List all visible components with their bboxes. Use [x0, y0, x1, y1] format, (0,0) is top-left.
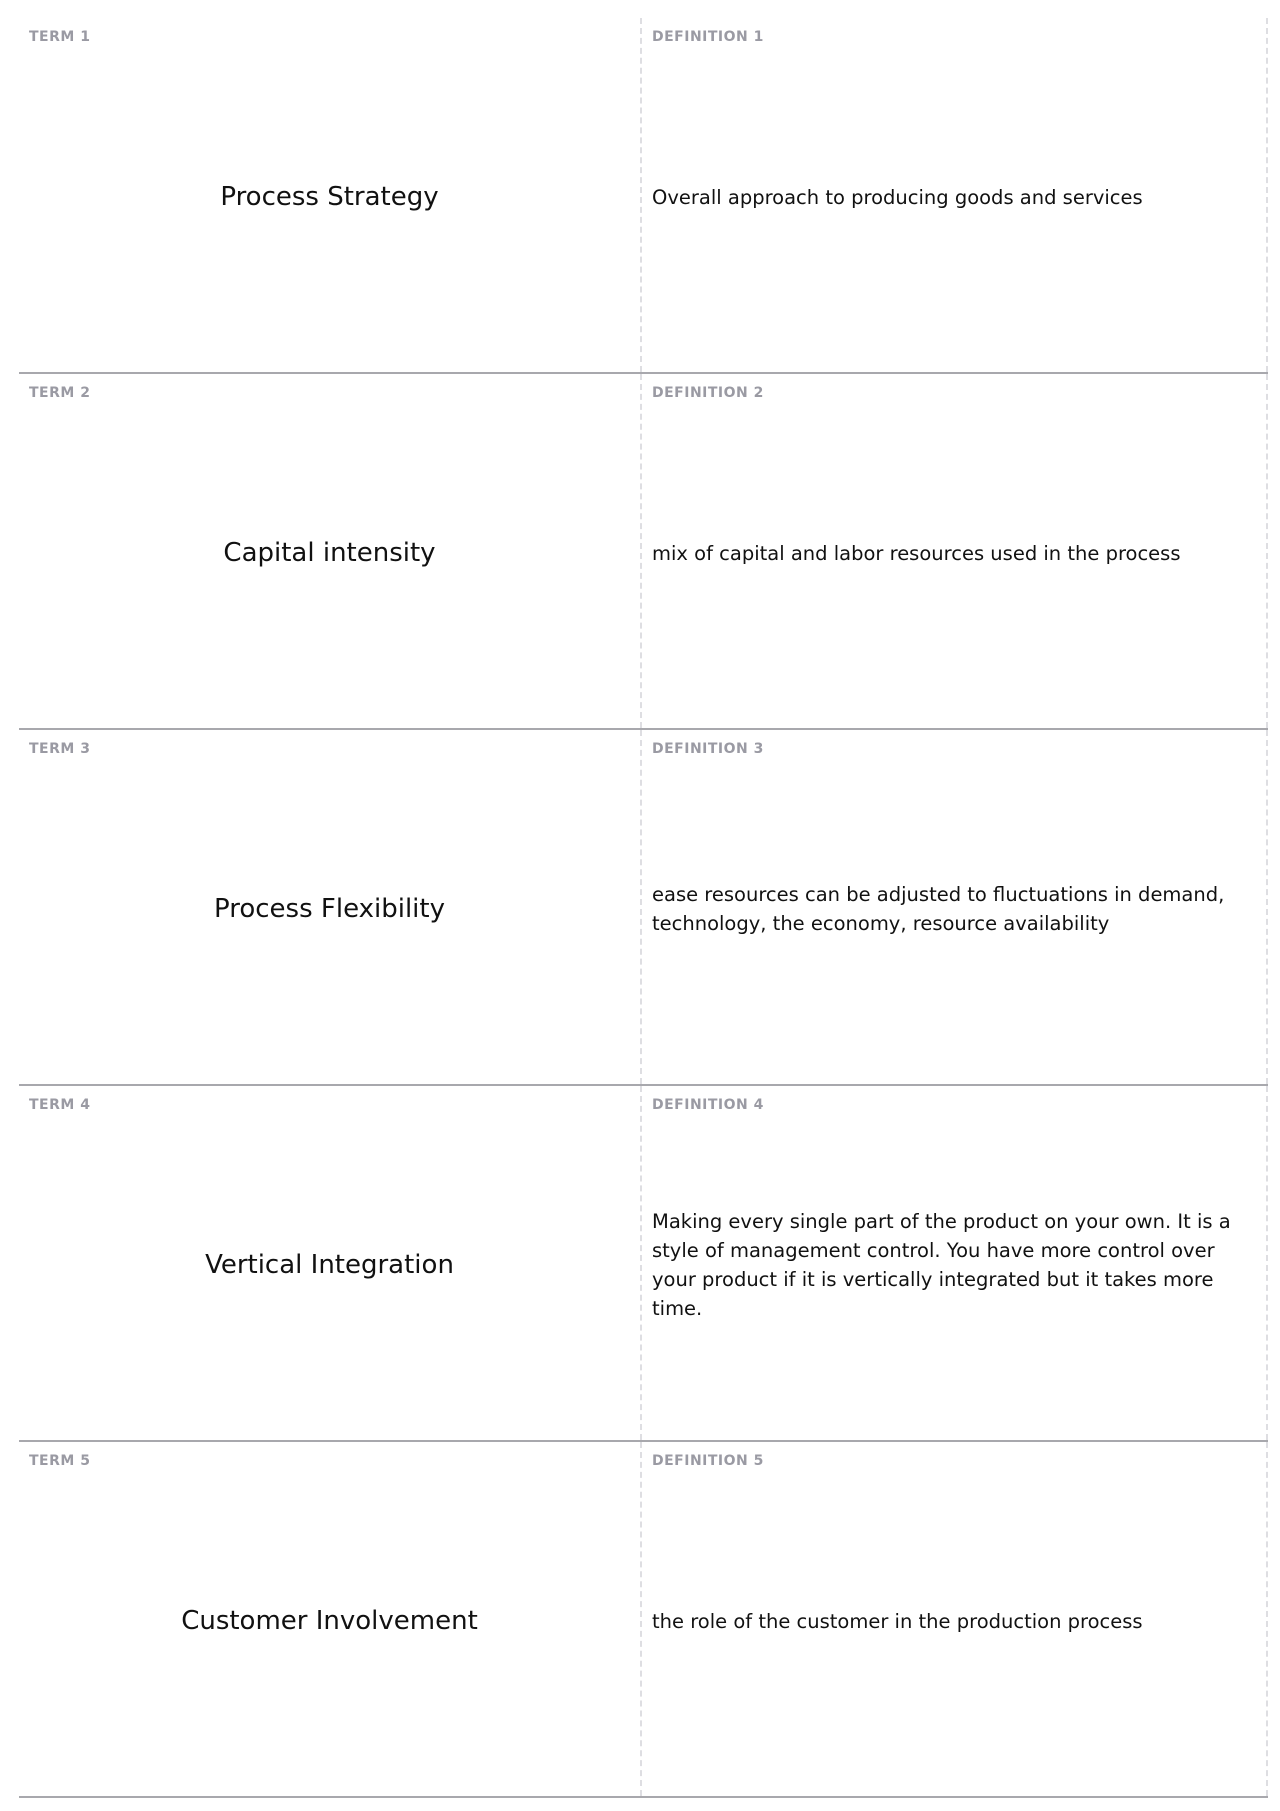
- term-label: TERM 5: [29, 1453, 91, 1469]
- definition-panel: [642, 730, 1268, 1084]
- flashcard-sheet: [19, 18, 1268, 1802]
- term-panel: [19, 18, 642, 372]
- flashcard-4: [19, 1086, 1268, 1442]
- definition-label: DEFINITION 3: [652, 741, 764, 757]
- definition-panel: [642, 18, 1268, 372]
- term-panel: [19, 1442, 642, 1796]
- flashcard-3: [19, 730, 1268, 1086]
- definition-panel: [642, 1086, 1268, 1440]
- definition-text: ease resources can be adjusted to fluctuations in demand, technology, the economy, resource availability: [652, 883, 1225, 935]
- term-label: TERM 1: [29, 29, 91, 45]
- term-text: Vertical Integration: [205, 1250, 454, 1280]
- definition-label: DEFINITION 1: [652, 29, 764, 45]
- term-label: TERM 2: [29, 385, 91, 401]
- term-panel: [19, 1086, 642, 1440]
- flashcard-5: [19, 1442, 1268, 1798]
- definition-panel: [642, 1442, 1268, 1796]
- definition-label: DEFINITION 4: [652, 1097, 764, 1113]
- flashcard-1: [19, 18, 1268, 374]
- definition-text: mix of capital and labor resources used in the process: [652, 541, 1181, 565]
- term-panel: [19, 730, 642, 1084]
- term-text: Process Strategy: [220, 182, 439, 212]
- term-panel: [19, 374, 642, 728]
- term-text: Process Flexibility: [214, 894, 445, 924]
- term-label: TERM 4: [29, 1097, 91, 1113]
- definition-label: DEFINITION 2: [652, 385, 764, 401]
- definition-label: DEFINITION 5: [652, 1453, 764, 1469]
- definition-text: the role of the customer in the production process: [652, 1609, 1143, 1633]
- term-text: Capital intensity: [223, 538, 436, 568]
- term-label: TERM 3: [29, 741, 91, 757]
- term-text: Customer Involvement: [181, 1606, 478, 1636]
- flashcard-2: [19, 374, 1268, 730]
- definition-text: Overall approach to producing goods and services: [652, 185, 1143, 209]
- definition-panel: [642, 374, 1268, 728]
- definition-text: Making every single part of the product on your own. It is a style of management control. You have more control over your product if it is vertically integrated but it takes more time.: [652, 1210, 1231, 1320]
